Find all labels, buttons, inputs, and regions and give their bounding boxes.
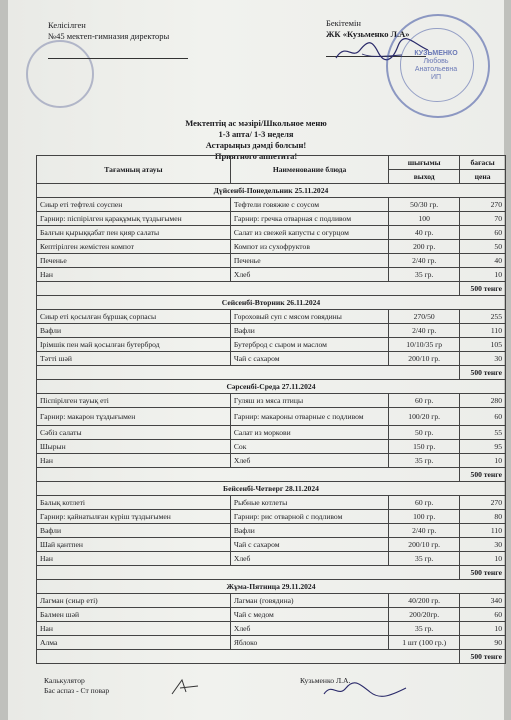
table-row	[37, 510, 506, 524]
day-title: Жұма-Пятница 29.11.2024	[37, 580, 506, 594]
title-line-3: Астарыңыз дәмді болсын!	[205, 140, 307, 150]
table-row	[37, 538, 506, 552]
dish-name-ru: Хлеб	[230, 268, 388, 282]
dish-name-kz: Балғын қырыққабат пен қияр салаты	[37, 226, 231, 240]
dish-price: 60	[460, 408, 506, 426]
header-name-ru: Наименование блюда	[230, 156, 388, 184]
dish-price: 95	[460, 440, 506, 454]
dish-name-kz: Шырын	[37, 440, 231, 454]
dish-name-ru: Печенье	[230, 254, 388, 268]
dish-name-kz: Печенье	[37, 254, 231, 268]
dish-name-kz: Кептірілген жемістен компот	[37, 240, 231, 254]
dish-output: 35 гр.	[389, 268, 460, 282]
day-header-row	[37, 380, 506, 394]
calculator-label: Калькулятор	[44, 676, 85, 685]
dish-output: 200/20гр.	[389, 608, 460, 622]
table-row	[37, 198, 506, 212]
dish-price: 55	[460, 426, 506, 440]
table-row	[37, 440, 506, 454]
dish-name-ru: Чай с сахаром	[230, 538, 388, 552]
dish-name-ru: Чай с медом	[230, 608, 388, 622]
dish-price: 110	[460, 524, 506, 538]
menu-sheet	[8, 0, 504, 720]
chef-label: Бас аспаз - Ст повар	[44, 686, 110, 695]
dish-name-kz: Шай қантпен	[37, 538, 231, 552]
dish-output: 50 гр.	[389, 426, 460, 440]
dish-output: 60 гр.	[389, 394, 460, 408]
total-spacer	[37, 650, 460, 664]
day-total-row	[37, 366, 506, 380]
dish-output: 100	[389, 212, 460, 226]
day-total: 500 тенге	[460, 566, 506, 580]
dish-output: 2/40 гр.	[389, 524, 460, 538]
approve-label: Бекітемін	[326, 18, 361, 28]
dish-name-kz: Балмен шәй	[37, 608, 231, 622]
day-total: 500 тенге	[460, 282, 506, 296]
dish-name-ru: Хлеб	[230, 622, 388, 636]
stamp-first-name: Любовь	[423, 58, 449, 65]
dish-output: 270/50	[389, 310, 460, 324]
dish-name-ru: Гуляш из мяса птицы	[230, 394, 388, 408]
footer-right-signature	[320, 678, 410, 700]
table-row	[37, 594, 506, 608]
dish-price: 255	[460, 310, 506, 324]
director-title: №45 мектеп-гимназия директоры	[48, 31, 170, 41]
day-total: 500 тенге	[460, 650, 506, 664]
title-line-2: 1-3 апта/ 1-3 неделя	[218, 129, 294, 139]
dish-output: 40/200 гр.	[389, 594, 460, 608]
day-title: Дүйсенбі-Понедельник 25.11.2024	[37, 184, 506, 198]
day-total-row	[37, 650, 506, 664]
header-output-kz: шығымы	[389, 156, 460, 170]
dish-price: 30	[460, 352, 506, 366]
dish-name-kz: Вафли	[37, 524, 231, 538]
dish-price: 10	[460, 454, 506, 468]
table-row	[37, 552, 506, 566]
day-header-row	[37, 184, 506, 198]
dish-name-ru: Тефтели говяжие с соусом	[230, 198, 388, 212]
dish-price: 40	[460, 254, 506, 268]
table-row	[37, 636, 506, 650]
footer-left	[44, 676, 109, 696]
dish-output: 35 гр.	[389, 622, 460, 636]
title-line-4: Приятного аппетита!	[214, 151, 298, 161]
director-signature-line	[48, 58, 188, 59]
dish-name-ru: Лагман (говядина)	[230, 594, 388, 608]
dish-name-ru: Рыбные котлеты	[230, 496, 388, 510]
dish-output: 10/10/35 гр	[389, 338, 460, 352]
dish-price: 270	[460, 496, 506, 510]
menu-table	[36, 155, 506, 664]
dish-name-ru: Вафли	[230, 524, 388, 538]
dish-name-kz: Вафли	[37, 324, 231, 338]
dish-output: 2/40 гр.	[389, 254, 460, 268]
header-output-ru: выход	[389, 170, 460, 184]
table-row	[37, 394, 506, 408]
stamp-ip: ИП	[430, 74, 442, 81]
approval-block	[48, 20, 169, 42]
dish-name-ru: Хлеб	[230, 454, 388, 468]
dish-name-kz: Сәбіз салаты	[37, 426, 231, 440]
dish-price: 60	[460, 608, 506, 622]
dish-price: 80	[460, 510, 506, 524]
dish-price: 10	[460, 268, 506, 282]
total-spacer	[37, 366, 460, 380]
table-row	[37, 268, 506, 282]
dish-name-kz: Лагман (сиыр еті)	[37, 594, 231, 608]
dish-name-kz: Сиыр еті қосылған бұршақ сорпасы	[37, 310, 231, 324]
approver-name: ЖК «Кузьменко Л.А»	[326, 29, 410, 39]
dish-name-kz: Нан	[37, 622, 231, 636]
dish-name-kz: Балық котлеті	[37, 496, 231, 510]
dish-name-ru: Гарнир: гречка отварная с подливом	[230, 212, 388, 226]
table-row	[37, 212, 506, 226]
dish-output: 200 гр.	[389, 240, 460, 254]
table-row	[37, 426, 506, 440]
dish-price: 90	[460, 636, 506, 650]
dish-output: 150 гр.	[389, 440, 460, 454]
total-spacer	[37, 282, 460, 296]
table-row	[37, 338, 506, 352]
day-total-row	[37, 282, 506, 296]
day-title: Сейсенбі-Вторник 26.11.2024	[37, 296, 506, 310]
day-header-row	[37, 482, 506, 496]
dish-name-ru: Компот из сухофруктов	[230, 240, 388, 254]
chef-signature	[168, 676, 208, 698]
dish-price: 10	[460, 622, 506, 636]
dish-price: 50	[460, 240, 506, 254]
dish-output: 2/40 гр.	[389, 324, 460, 338]
dish-price: 10	[460, 552, 506, 566]
header-price-kz: бағасы	[460, 156, 506, 170]
dish-name-kz: Ірімшік пен май қосылған бутерброд	[37, 338, 231, 352]
day-header-row	[37, 296, 506, 310]
table-row	[37, 310, 506, 324]
dish-name-ru: Гороховый суп с мясом говядины	[230, 310, 388, 324]
table-row	[37, 240, 506, 254]
header-price-ru: цена	[460, 170, 506, 184]
dish-name-kz: Піспірілген тауық еті	[37, 394, 231, 408]
dish-price: 280	[460, 394, 506, 408]
dish-name-ru: Чай с сахаром	[230, 352, 388, 366]
dish-name-ru: Гарнир: рис отварной с подливом	[230, 510, 388, 524]
dish-name-ru: Сок	[230, 440, 388, 454]
dish-output: 40 гр.	[389, 226, 460, 240]
dish-name-ru: Салат из свежей капусты с огурцом	[230, 226, 388, 240]
dish-price: 70	[460, 212, 506, 226]
school-seal	[26, 40, 94, 108]
dish-name-kz: Алма	[37, 636, 231, 650]
dish-price: 270	[460, 198, 506, 212]
dish-output: 50/30 гр.	[389, 198, 460, 212]
table-row	[37, 454, 506, 468]
day-title: Бейсенбі-Четверг 28.11.2024	[37, 482, 506, 496]
dish-name-kz: Сиыр еті тефтелі соуспен	[37, 198, 231, 212]
day-total-row	[37, 468, 506, 482]
dish-name-kz: Гарнир: макарон тұздығымен	[37, 408, 231, 426]
table-row	[37, 524, 506, 538]
dish-price: 110	[460, 324, 506, 338]
dish-price: 30	[460, 538, 506, 552]
table-row	[37, 324, 506, 338]
dish-output: 200/10 гр.	[389, 352, 460, 366]
dish-name-ru: Яблоко	[230, 636, 388, 650]
title-line-1: Мектептің ас мәзірі/Школьное меню	[185, 118, 327, 128]
dish-name-kz: Тәтті шәй	[37, 352, 231, 366]
header-name-kz: Тағамның атауы	[37, 156, 231, 184]
dish-name-kz: Гарнир: қайнатылған күріш тұздығымен	[37, 510, 231, 524]
dish-name-ru: Салат из моркови	[230, 426, 388, 440]
dish-output: 1 шт (100 гр.)	[389, 636, 460, 650]
day-total-row	[37, 566, 506, 580]
dish-name-kz: Гарнир: піспірілген қарақұмық тұздығымен	[37, 212, 231, 226]
dish-price: 60	[460, 226, 506, 240]
dish-output: 35 гр.	[389, 552, 460, 566]
table-row	[37, 608, 506, 622]
total-spacer	[37, 566, 460, 580]
total-spacer	[37, 468, 460, 482]
day-header-row	[37, 580, 506, 594]
dish-output: 35 гр.	[389, 454, 460, 468]
dish-name-ru: Гарнир: макароны отварные с подливом	[230, 408, 388, 426]
day-title: Сәрсенбі-Среда 27.11.2024	[37, 380, 506, 394]
dish-name-ru: Хлеб	[230, 552, 388, 566]
table-row	[37, 226, 506, 240]
table-row	[37, 622, 506, 636]
stamp-patronymic: Анатольевна	[414, 66, 458, 73]
dish-price: 105	[460, 338, 506, 352]
company-stamp-text	[400, 50, 472, 82]
stamp-name: КУЗЬМЕНКО	[414, 50, 458, 57]
table-row	[37, 254, 506, 268]
dish-name-ru: Бутерброд с сыром и маслом	[230, 338, 388, 352]
dish-price: 340	[460, 594, 506, 608]
dish-output: 60 гр.	[389, 496, 460, 510]
table-row	[37, 496, 506, 510]
day-total: 500 тенге	[460, 366, 506, 380]
dish-name-kz: Нан	[37, 552, 231, 566]
dish-output: 100 гр.	[389, 510, 460, 524]
dish-name-kz: Нан	[37, 454, 231, 468]
dish-name-kz: Нан	[37, 268, 231, 282]
table-row	[37, 408, 506, 426]
table-row	[37, 352, 506, 366]
dish-name-ru: Вафли	[230, 324, 388, 338]
approval-label: Келісілген	[48, 20, 86, 30]
dish-output: 200/10 гр.	[389, 538, 460, 552]
footer-right-name: Кузьменко Л.А.	[300, 676, 351, 685]
table-header-row-1	[37, 156, 506, 170]
dish-output: 100/20 гр.	[389, 408, 460, 426]
day-total: 500 тенге	[460, 468, 506, 482]
